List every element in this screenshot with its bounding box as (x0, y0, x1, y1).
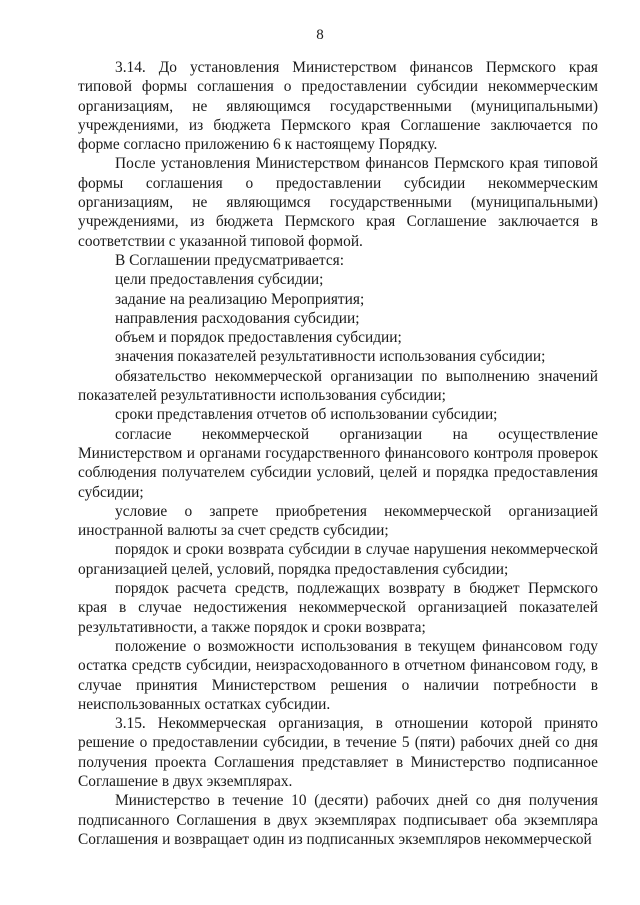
document-body (78, 58, 598, 849)
list-item: направления расходования субсидии; (115, 309, 360, 327)
list-item: задание на реализацию Мероприятия; (115, 290, 365, 308)
paragraph-3-14: 3.14. До установления Министерством финансов Пермского края типовой формы соглашения о предоставлении субсидии некоммерческим организациям, не являющимся государственными (муниципальными) учреждениями, из бюджета Пермского края Соглашение заключается по форме согласно приложению 6 к настоящему Порядку. (78, 59, 598, 154)
list-item: обязательство некоммерческой организации по выполнению значений показателей результативности использования субсидии; (78, 367, 598, 405)
list-item: положение о возможности использования в текущем финансовом году остатка средств субсидии, неизрасходованного в отчетном финансовом году, в случае принятия Министерством решения о наличии потребности в неиспользованных остатках субсидии. (78, 637, 598, 713)
agreement-provisions-heading: В Соглашении предусматривается: (115, 251, 345, 269)
list-item: согласие некоммерческой организации на осуществление Министерством и органами государственного финансового контроля проверок соблюдения получателем субсидии условий, целей и порядка предоставления субсидии; (78, 425, 598, 501)
page-number: 8 (316, 27, 324, 43)
list-item: объем и порядок предоставления субсидии; (115, 329, 402, 347)
list-item: сроки представления отчетов об использовании субсидии; (115, 406, 498, 424)
list-item: значения показателей результативности использования субсидии; (115, 348, 546, 366)
list-item: порядок и сроки возврата субсидии в случае нарушения некоммерческой организацией целей, условий, порядка предоставления субсидии; (78, 541, 598, 578)
list-item: порядок расчета средств, подлежащих возврату в бюджет Пермского края в случае недостижения некоммерческой организацией показателей результативности, а также порядок и сроки возврата; (78, 580, 598, 636)
paragraph-ministry-signing: Министерство в течение 10 (десяти) рабочих дней со дня получения подписанного Соглашения в двух экземплярах подписывает оба экземпляра Соглашения и возвращает один из подписанных экземпляров некоммерческой (78, 792, 598, 848)
paragraph-3-15: 3.15. Некоммерческая организация, в отношении которой принято решение о предоставлении субсидии, в течение 5 (пяти) рабочих дней со дня получения проекта Соглашения представляет в Министерство подписанное Соглашение в двух экземплярах. (78, 715, 598, 790)
paragraph-after-typical-form: После установления Министерством финансов Пермского края типовой формы соглашения о предоставлении субсидии некоммерческим организациям, не являющимся государственными (муниципальными) учреждениями, из бюджета Пермского края Соглашение заключается в соответствии с указанной типовой формой. (78, 155, 598, 250)
list-item: условие о запрете приобретения некоммерческой организацией иностранной валюты за счет средств субсидии; (78, 502, 598, 540)
list-item: цели предоставления субсидии; (115, 271, 324, 289)
